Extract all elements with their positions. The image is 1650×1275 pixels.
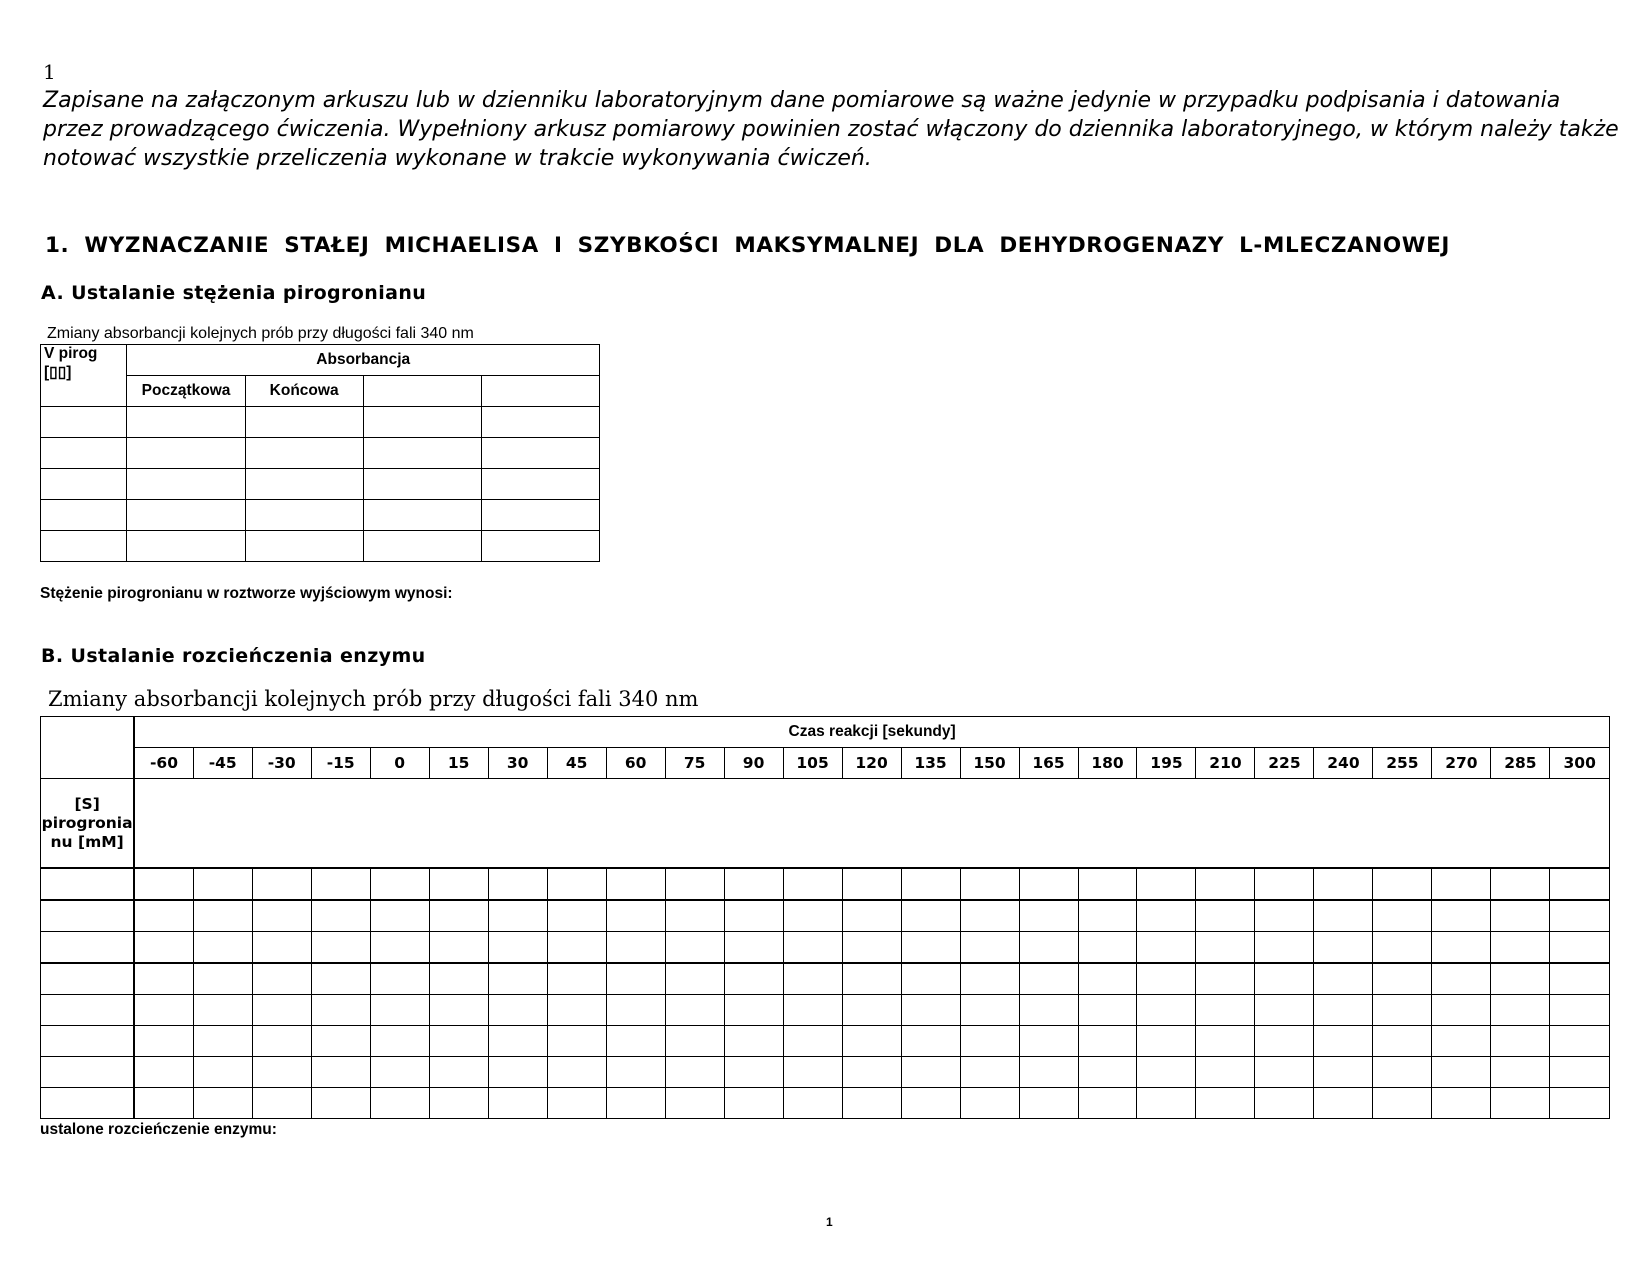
table-cell[interactable] (1491, 900, 1550, 932)
table-cell[interactable] (488, 963, 547, 995)
table-cell[interactable] (665, 900, 724, 932)
table-cell[interactable] (1550, 868, 1610, 900)
table-cell[interactable] (363, 531, 481, 562)
table-cell[interactable] (481, 500, 599, 531)
table-cell[interactable] (245, 407, 363, 438)
table-cell[interactable] (1137, 900, 1196, 932)
main-heading: 1. WYZNACZANIE STAŁEJ MICHAELISA I SZYBKOŚCI MAKSYMALNEJ DLA DEHYDROGENAZY L-MLECZANOWEJ (45, 233, 1451, 258)
table-cell[interactable] (252, 900, 311, 932)
table-cell[interactable] (901, 1088, 960, 1119)
time-value-cell: 150 (960, 748, 1019, 779)
table-row (41, 531, 600, 562)
table-cell[interactable] (481, 531, 599, 562)
dilution-label: ustalone rozcieńczenie enzymu: (40, 1121, 277, 1138)
table-cell[interactable] (1491, 1026, 1550, 1057)
table-row (41, 963, 1610, 995)
table-cell[interactable] (1373, 932, 1432, 964)
table-cell[interactable] (665, 963, 724, 995)
page-number-top: 1 (43, 60, 56, 84)
table-cell[interactable] (41, 500, 127, 531)
table-cell[interactable] (1019, 900, 1078, 932)
table-cell[interactable] (1314, 963, 1373, 995)
table-cell[interactable] (1255, 1057, 1314, 1088)
table-cell[interactable] (960, 1026, 1019, 1057)
table-cell[interactable] (370, 963, 429, 995)
table-cell[interactable] (606, 963, 665, 995)
table-cell[interactable] (1137, 868, 1196, 900)
table-cell[interactable] (1078, 868, 1137, 900)
table-cell[interactable] (134, 868, 193, 900)
table-cell[interactable] (1373, 868, 1432, 900)
table-cell[interactable] (1019, 963, 1078, 995)
table-row (41, 932, 1610, 964)
table-cell[interactable] (1078, 932, 1137, 964)
table-cell[interactable] (783, 995, 842, 1026)
table-cell[interactable] (1314, 900, 1373, 932)
table-cell[interactable] (1432, 995, 1491, 1026)
table-cell[interactable] (41, 963, 135, 995)
table-cell[interactable] (901, 900, 960, 932)
table-cell[interactable] (1137, 1057, 1196, 1088)
table-cell[interactable] (1078, 1057, 1137, 1088)
table-row (41, 1088, 1610, 1119)
table-cell[interactable] (1255, 932, 1314, 964)
enzyme-dilution-table (40, 716, 1610, 1119)
table-cell[interactable] (370, 1057, 429, 1088)
table-cell[interactable] (665, 1026, 724, 1057)
table-cell[interactable] (429, 963, 488, 995)
table-cell[interactable] (901, 963, 960, 995)
table-cell[interactable] (1078, 1026, 1137, 1057)
table-cell[interactable] (127, 407, 245, 438)
table-cell[interactable] (41, 531, 127, 562)
table-cell[interactable] (1196, 1026, 1255, 1057)
table-cell[interactable] (1550, 963, 1610, 995)
table-cell[interactable] (193, 1026, 252, 1057)
table-cell[interactable] (370, 995, 429, 1026)
table-cell[interactable] (311, 1026, 370, 1057)
table-cell[interactable] (429, 1057, 488, 1088)
table-cell[interactable] (245, 469, 363, 500)
table-cell[interactable] (363, 469, 481, 500)
time-value-cell: 30 (488, 748, 547, 779)
table-cell[interactable] (1432, 1057, 1491, 1088)
table-cell[interactable] (481, 438, 599, 469)
empty-span-cell (134, 779, 1609, 869)
table-cell[interactable] (960, 1088, 1019, 1119)
table-cell[interactable] (1196, 900, 1255, 932)
concentration-label: Stężenie pirogronianu w roztworze wyjściowym wynosi: (40, 585, 453, 602)
time-value-cell: -45 (193, 748, 252, 779)
table-cell[interactable] (960, 1057, 1019, 1088)
table-cell[interactable] (1432, 963, 1491, 995)
table-cell[interactable] (724, 900, 783, 932)
table-cell[interactable] (1196, 1057, 1255, 1088)
table-cell[interactable] (1314, 868, 1373, 900)
section-a-heading: A. Ustalanie stężenia pirogronianu (41, 282, 427, 304)
table-cell[interactable] (901, 932, 960, 964)
table-cell[interactable] (363, 407, 481, 438)
table-cell[interactable] (1196, 868, 1255, 900)
table-cell[interactable] (134, 963, 193, 995)
table-cell[interactable] (488, 1026, 547, 1057)
table-cell[interactable] (41, 932, 135, 964)
table-cell[interactable] (311, 932, 370, 964)
table-row (41, 438, 600, 469)
time-value-cell: -15 (311, 748, 370, 779)
table-cell[interactable] (1255, 900, 1314, 932)
table-cell[interactable] (41, 1088, 135, 1119)
empty-header-cell (481, 376, 599, 407)
table-cell[interactable] (1314, 995, 1373, 1026)
table-cell[interactable] (783, 900, 842, 932)
table-cell[interactable] (488, 995, 547, 1026)
table-cell[interactable] (370, 900, 429, 932)
table-cell[interactable] (370, 1088, 429, 1119)
table-cell[interactable] (547, 963, 606, 995)
table-cell[interactable] (842, 963, 901, 995)
table-cell[interactable] (1255, 1088, 1314, 1119)
table-cell[interactable] (1078, 963, 1137, 995)
time-value-cell: 165 (1019, 748, 1078, 779)
table-cell[interactable] (41, 900, 135, 932)
table-cell[interactable] (311, 1088, 370, 1119)
table-cell[interactable] (665, 1088, 724, 1119)
table-cell[interactable] (1196, 1088, 1255, 1119)
table-cell[interactable] (1019, 1026, 1078, 1057)
time-value-cell: 195 (1137, 748, 1196, 779)
table-cell[interactable] (842, 1026, 901, 1057)
table-cell[interactable] (842, 900, 901, 932)
table-cell[interactable] (1196, 932, 1255, 964)
table-cell[interactable] (606, 995, 665, 1026)
table-cell[interactable] (1078, 1088, 1137, 1119)
table-cell[interactable] (783, 868, 842, 900)
table-cell[interactable] (842, 868, 901, 900)
table-cell[interactable] (41, 1026, 135, 1057)
table-row (41, 900, 1610, 932)
table-cell[interactable] (1137, 932, 1196, 964)
table-cell[interactable] (1078, 900, 1137, 932)
table-cell[interactable] (960, 995, 1019, 1026)
table-cell[interactable] (127, 438, 245, 469)
table-cell[interactable] (370, 932, 429, 964)
footer-page-number: 1 (826, 1215, 833, 1229)
table-cell[interactable] (960, 963, 1019, 995)
table-cell[interactable] (488, 932, 547, 964)
table-cell[interactable] (606, 868, 665, 900)
table-cell[interactable] (193, 932, 252, 964)
table-cell[interactable] (547, 1026, 606, 1057)
table-cell[interactable] (193, 868, 252, 900)
table-cell[interactable] (724, 1057, 783, 1088)
table-row (41, 407, 600, 438)
table-cell[interactable] (842, 932, 901, 964)
table-cell[interactable] (665, 1057, 724, 1088)
section-b-heading: B. Ustalanie rozcieńczenia enzymu (41, 645, 426, 667)
table-cell[interactable] (481, 469, 599, 500)
table-cell[interactable] (724, 1088, 783, 1119)
table-cell[interactable] (311, 995, 370, 1026)
table-cell[interactable] (41, 1057, 135, 1088)
table-cell[interactable] (1491, 932, 1550, 964)
time-value-cell: 75 (665, 748, 724, 779)
table-cell[interactable] (1432, 932, 1491, 964)
table-cell[interactable] (960, 900, 1019, 932)
time-value-cell: 210 (1196, 748, 1255, 779)
table-cell[interactable] (1550, 995, 1610, 1026)
table-cell[interactable] (783, 1057, 842, 1088)
table-cell[interactable] (488, 1057, 547, 1088)
table-cell[interactable] (1255, 1026, 1314, 1057)
time-value-cell: 180 (1078, 748, 1137, 779)
table-cell[interactable] (1137, 1088, 1196, 1119)
table-cell[interactable] (363, 438, 481, 469)
table-cell[interactable] (370, 868, 429, 900)
table-cell[interactable] (606, 932, 665, 964)
time-value-cell: 285 (1491, 748, 1550, 779)
table-cell[interactable] (363, 500, 481, 531)
table-cell[interactable] (429, 1026, 488, 1057)
table-cell[interactable] (134, 1057, 193, 1088)
table-cell[interactable] (1255, 963, 1314, 995)
table-cell[interactable] (193, 900, 252, 932)
table-cell[interactable] (724, 963, 783, 995)
table-cell[interactable] (127, 500, 245, 531)
table-cell[interactable] (1432, 1026, 1491, 1057)
table-a-caption: Zmiany absorbancji kolejnych prób przy długości fali 340 nm (47, 325, 474, 342)
table-cell[interactable] (311, 868, 370, 900)
table-cell[interactable] (193, 1057, 252, 1088)
final-header: Końcowa (245, 376, 363, 407)
table-cell[interactable] (783, 1088, 842, 1119)
table-cell[interactable] (665, 995, 724, 1026)
time-values-row (41, 748, 1610, 779)
table-cell[interactable] (252, 1088, 311, 1119)
table-cell[interactable] (606, 1057, 665, 1088)
table-cell[interactable] (1019, 995, 1078, 1026)
table-cell[interactable] (1314, 932, 1373, 964)
table-cell[interactable] (193, 995, 252, 1026)
table-cell[interactable] (1491, 868, 1550, 900)
table-row (41, 995, 1610, 1026)
table-cell[interactable] (960, 932, 1019, 964)
table-cell[interactable] (1550, 1026, 1610, 1057)
absorbance-header: Absorbancja (127, 345, 600, 376)
table-cell[interactable] (842, 1057, 901, 1088)
table-cell[interactable] (252, 963, 311, 995)
table-cell[interactable] (41, 469, 127, 500)
table-cell[interactable] (252, 1026, 311, 1057)
time-value-cell: 90 (724, 748, 783, 779)
table-cell[interactable] (1373, 995, 1432, 1026)
table-cell[interactable] (1550, 1057, 1610, 1088)
table-cell[interactable] (901, 868, 960, 900)
table-cell[interactable] (901, 995, 960, 1026)
table-cell[interactable] (1432, 900, 1491, 932)
intro-paragraph: Zapisane na załączonym arkuszu lub w dzienniku laboratoryjnym dane pomiarowe są ważne jedynie w przypadku podpisania i datowania przez prowadzącego ćwiczenia. Wypełniony arkusz pomiarowy powinien zostać włączony do dziennika laboratoryjnego, w którym należy także notować wszystkie przeliczenia wykonane w trakcie wykonywania ćwiczeń. (43, 88, 1619, 171)
table-cell[interactable] (429, 1088, 488, 1119)
table-cell[interactable] (252, 995, 311, 1026)
table-b-caption: Zmiany absorbancji kolejnych prób przy długości fali 340 nm (48, 687, 699, 711)
table-cell[interactable] (1314, 1026, 1373, 1057)
table-cell[interactable] (429, 868, 488, 900)
table-cell[interactable] (127, 531, 245, 562)
time-value-cell: 225 (1255, 748, 1314, 779)
table-cell[interactable] (960, 868, 1019, 900)
table-cell[interactable] (783, 1026, 842, 1057)
empty-corner-cell (41, 717, 135, 779)
time-value-cell: 60 (606, 748, 665, 779)
substrate-concentration-header: [S] pirogronia nu [mM] (41, 779, 135, 869)
table-cell[interactable] (1550, 932, 1610, 964)
table-cell[interactable] (1432, 1088, 1491, 1119)
table-cell[interactable] (134, 932, 193, 964)
table-cell[interactable] (252, 932, 311, 964)
table-cell[interactable] (783, 963, 842, 995)
table-row (41, 469, 600, 500)
table-cell[interactable] (1550, 1088, 1610, 1119)
time-value-cell: -60 (134, 748, 193, 779)
table-row (41, 1057, 1610, 1088)
table-cell[interactable] (724, 995, 783, 1026)
table-row (41, 500, 600, 531)
table-cell[interactable] (429, 995, 488, 1026)
time-value-cell: 45 (547, 748, 606, 779)
table-cell[interactable] (665, 868, 724, 900)
table-cell[interactable] (429, 900, 488, 932)
table-cell[interactable] (606, 1088, 665, 1119)
table-cell[interactable] (842, 995, 901, 1026)
table-cell[interactable] (724, 932, 783, 964)
table-cell[interactable] (665, 932, 724, 964)
table-cell[interactable] (245, 500, 363, 531)
table-cell[interactable] (783, 932, 842, 964)
empty-header-cell (363, 376, 481, 407)
table-cell[interactable] (1373, 1057, 1432, 1088)
table-cell[interactable] (41, 995, 135, 1026)
time-value-cell: 300 (1550, 748, 1610, 779)
table-cell[interactable] (1255, 868, 1314, 900)
table-cell[interactable] (547, 932, 606, 964)
pyruvate-absorbance-table (40, 344, 600, 562)
table-cell[interactable] (252, 868, 311, 900)
table-cell[interactable] (1255, 995, 1314, 1026)
table-cell[interactable] (193, 1088, 252, 1119)
table-cell[interactable] (1196, 963, 1255, 995)
table-cell[interactable] (429, 932, 488, 964)
time-value-cell: 240 (1314, 748, 1373, 779)
initial-header: Początkowa (127, 376, 245, 407)
table-cell[interactable] (1019, 868, 1078, 900)
table-cell[interactable] (1137, 1026, 1196, 1057)
time-value-cell: 15 (429, 748, 488, 779)
time-value-cell: -30 (252, 748, 311, 779)
table-cell[interactable] (1314, 1088, 1373, 1119)
v-pirog-header: V pirog [▯▯] (41, 345, 127, 407)
table-cell[interactable] (1019, 932, 1078, 964)
table-cell[interactable] (842, 1088, 901, 1119)
time-value-cell: 0 (370, 748, 429, 779)
time-value-cell: 135 (901, 748, 960, 779)
table-cell[interactable] (1373, 900, 1432, 932)
table-cell[interactable] (1373, 1026, 1432, 1057)
table-cell[interactable] (41, 438, 127, 469)
table-cell[interactable] (1137, 995, 1196, 1026)
table-cell[interactable] (606, 1026, 665, 1057)
table-cell[interactable] (724, 868, 783, 900)
table-cell[interactable] (41, 868, 135, 900)
table-cell[interactable] (1137, 963, 1196, 995)
table-cell[interactable] (547, 1088, 606, 1119)
table-cell[interactable] (1491, 995, 1550, 1026)
time-value-cell: 120 (842, 748, 901, 779)
table-cell[interactable] (245, 531, 363, 562)
table-cell[interactable] (1078, 995, 1137, 1026)
table-cell[interactable] (901, 1026, 960, 1057)
table-cell[interactable] (41, 407, 127, 438)
table-cell[interactable] (134, 900, 193, 932)
table-cell[interactable] (311, 963, 370, 995)
table-cell[interactable] (245, 438, 363, 469)
table-cell[interactable] (1019, 1088, 1078, 1119)
table-cell[interactable] (1432, 868, 1491, 900)
table-cell[interactable] (1550, 900, 1610, 932)
table-row (41, 1026, 1610, 1057)
table-cell[interactable] (547, 900, 606, 932)
table-cell[interactable] (606, 900, 665, 932)
table-cell[interactable] (481, 407, 599, 438)
table-cell[interactable] (488, 900, 547, 932)
time-value-cell: 270 (1432, 748, 1491, 779)
table-cell[interactable] (1491, 1057, 1550, 1088)
time-value-cell: 105 (783, 748, 842, 779)
table-cell[interactable] (127, 469, 245, 500)
table-cell[interactable] (134, 1088, 193, 1119)
table-cell[interactable] (1373, 1088, 1432, 1119)
table-cell[interactable] (901, 1057, 960, 1088)
table-cell[interactable] (311, 900, 370, 932)
table-cell[interactable] (1314, 1057, 1373, 1088)
table-cell[interactable] (1491, 963, 1550, 995)
table-cell[interactable] (547, 868, 606, 900)
table-cell[interactable] (1019, 1057, 1078, 1088)
table-cell[interactable] (488, 1088, 547, 1119)
table-cell[interactable] (252, 1057, 311, 1088)
table-cell[interactable] (488, 868, 547, 900)
table-cell[interactable] (134, 1026, 193, 1057)
time-value-cell: 255 (1373, 748, 1432, 779)
table-cell[interactable] (311, 1057, 370, 1088)
table-cell[interactable] (193, 963, 252, 995)
table-cell[interactable] (1491, 1088, 1550, 1119)
table-cell[interactable] (1196, 995, 1255, 1026)
table-cell[interactable] (370, 1026, 429, 1057)
table-cell[interactable] (134, 995, 193, 1026)
table-cell[interactable] (547, 1057, 606, 1088)
reaction-time-header: Czas reakcji [sekundy] (134, 717, 1609, 748)
table-cell[interactable] (1373, 963, 1432, 995)
table-cell[interactable] (724, 1026, 783, 1057)
table-row (41, 868, 1610, 900)
table-cell[interactable] (547, 995, 606, 1026)
